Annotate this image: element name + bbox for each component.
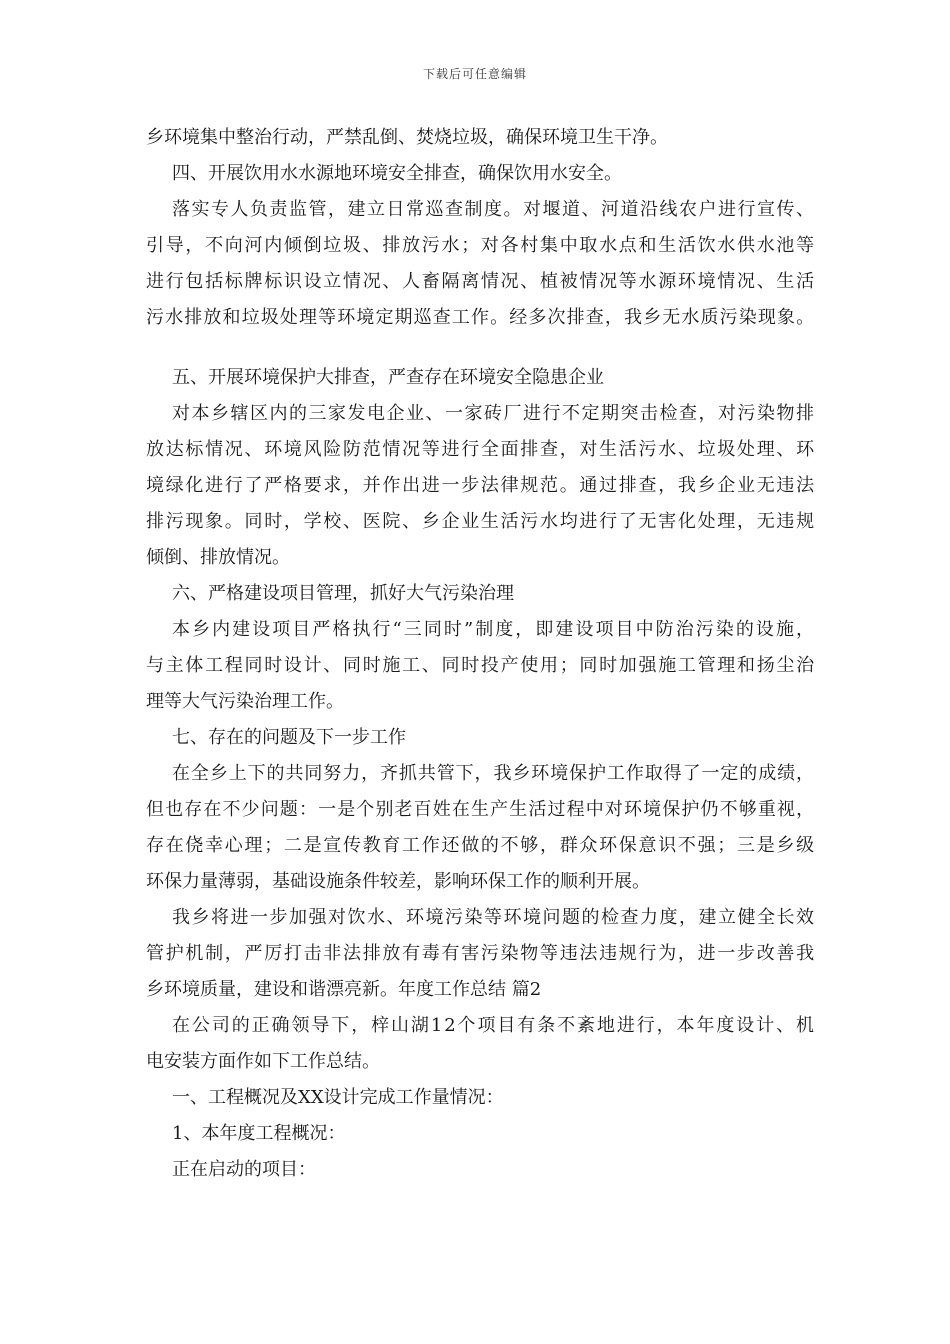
section-heading: 七、存在的问题及下一步工作 [172,727,406,748]
document-body [146,120,817,1188]
paragraph-line: 环保力量薄弱，基础设施条件较差，影响环保工作的顺利开展。 [146,871,650,892]
paragraph-line: 倾倒、排放情况。 [146,547,290,568]
paragraph-line: 对本乡辖区内的三家发电企业、一家砖厂进行不定期突击检查，对污染物排 [172,403,816,424]
paragraph-line: 我乡将进一步加强对饮水、环境污染等环境问题的检查力度，建立健全长效 [172,907,816,928]
section-heading: 五、开展环境保护大排查，严查存在环境安全隐患企业 [172,367,604,388]
paragraph-line: 排污现象。同时，学校、医院、乡企业生活污水均进行了无害化处理，无违规 [146,511,816,532]
paragraph-line: 在公司的正确领导下，梓山湖12个项目有条不紊地进行，本年度设计、机 [172,1015,816,1036]
paragraph-line: 境绿化进行了严格要求，并作出进一步法律规范。通过排查，我乡企业无违法 [146,475,816,496]
paragraph-line: 进行包括标牌标识设立情况、人畜隔离情况、植被情况等水源环境情况、生活 [146,271,816,292]
section-heading: 一、工程概况及XX设计完成工作量情况： [172,1087,504,1108]
paragraph-line: 本乡内建设项目严格执行“三同时”制度，即建设项目中防治污染的设施， [172,619,817,640]
paragraph-line: 乡环境质量，建设和谐漂亮新。年度工作总结 篇2 [146,979,542,1000]
paragraph-line: 正在启动的项目： [172,1159,316,1180]
page-header: 下载后可任意编辑 [422,67,527,81]
paragraph-line: 存在侥幸心理；二是宣传教育工作还做的不够，群众环保意识不强；三是乡级 [146,835,816,856]
paragraph-line: 电安装方面作如下工作总结。 [146,1051,380,1072]
paragraph-line: 但也存在不少问题：一是个别老百姓在生产生活过程中对环境保护仍不够重视， [146,799,816,820]
paragraph-line: 落实专人负责监管，建立日常巡查制度。对堰道、河道沿线农户进行宣传、 [172,199,816,220]
section-heading: 六、严格建设项目管理，抓好大气污染治理 [172,583,514,604]
paragraph-line: 理等大气污染治理工作。 [146,691,344,712]
paragraph-line: 与主体工程同时设计、同时施工、同时投产使用；同时加强施工管理和扬尘治 [146,655,816,676]
paragraph-line: 污水排放和垃圾处理等环境定期巡查工作。经多次排查，我乡无水质污染现象。 [146,307,816,328]
paragraph-line: 管护机制，严厉打击非法排放有毒有害污染物等违法违规行为，进一步改善我 [146,943,816,964]
section-heading: 四、开展饮用水水源地环境安全排查，确保饮用水安全。 [172,163,622,184]
paragraph-line: 放达标情况、环境风险防范情况等进行全面排查，对生活污水、垃圾处理、环 [146,439,816,460]
paragraph-line: 在全乡上下的共同努力，齐抓共管下，我乡环境保护工作取得了一定的成绩， [172,763,815,784]
subsection-heading: 1、本年度工程概况： [172,1123,346,1144]
paragraph-line: 引导，不向河内倾倒垃圾、排放污水；对各村集中取水点和生活饮水供水池等 [146,235,816,256]
paragraph-line: 乡环境集中整治行动，严禁乱倒、焚烧垃圾，确保环境卫生干净。 [146,127,668,148]
